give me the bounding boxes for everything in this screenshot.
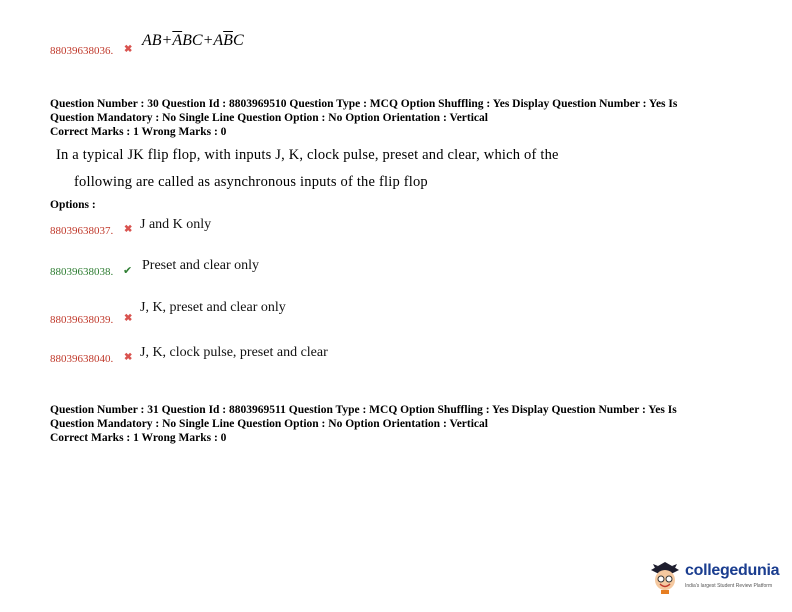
q30-text-line2: following are called as asynchronous inputs of the flip flop (74, 174, 428, 190)
collegedunia-logo (648, 556, 788, 596)
cross-icon: ✖ (124, 224, 133, 235)
mascot-icon (648, 558, 682, 594)
brand-tagline: India's largest Student Review Platform (685, 583, 773, 589)
option-text: Preset and clear only (142, 258, 260, 273)
q30-marks: Correct Marks : 1 Wrong Marks : 0 (50, 126, 227, 138)
cross-icon: ✖ (124, 352, 133, 363)
prev-option-row (50, 30, 450, 60)
cross-icon: ✖ (124, 313, 133, 324)
option-row (50, 256, 550, 280)
q31-meta-line1: Question Number : 31 Question Id : 8803969511 Question Type : MCQ Option Shuffling : Yes Display Question Number : Yes Is (50, 404, 677, 416)
option-row (50, 344, 550, 368)
options-label: Options : (50, 199, 96, 211)
q30-meta-line1: Question Number : 30 Question Id : 8803969510 Question Type : MCQ Option Shuffling : Yes Display Question Number : Yes Is (50, 98, 678, 110)
option-text: J, K, clock pulse, preset and clear (140, 345, 328, 360)
option-text: J and K only (140, 217, 212, 232)
q31-marks: Correct Marks : 1 Wrong Marks : 0 (50, 432, 227, 444)
q30-meta-line2: Question Mandatory : No Single Line Question Option : No Option Orientation : Vertical (50, 112, 488, 124)
cross-icon: ✖ (124, 44, 133, 55)
check-icon: ✔ (123, 265, 133, 277)
option-row (50, 214, 550, 238)
q30-text-line1: In a typical JK flip flop, with inputs J, K, clock pulse, preset and clear, which of the (56, 147, 559, 163)
q31-meta (50, 403, 677, 445)
option-id: 88039638040. (50, 353, 114, 365)
q31-meta-line2: Question Mandatory : No Single Line Question Option : No Option Orientation : Vertical (50, 418, 488, 430)
option-row (50, 299, 550, 329)
option-id: 88039638039. (50, 314, 114, 326)
option-id: 88039638038. (50, 266, 114, 278)
formula: $AB+\overline{A}BC+A\overline{B}C$ (142, 32, 244, 49)
option-text: J, K, preset and clear only (140, 300, 286, 315)
brand-name: collegedunia (685, 562, 780, 579)
q30-meta (50, 97, 677, 139)
option-id: 88039638037. (50, 225, 114, 237)
option-id: 88039638036. (50, 45, 114, 57)
